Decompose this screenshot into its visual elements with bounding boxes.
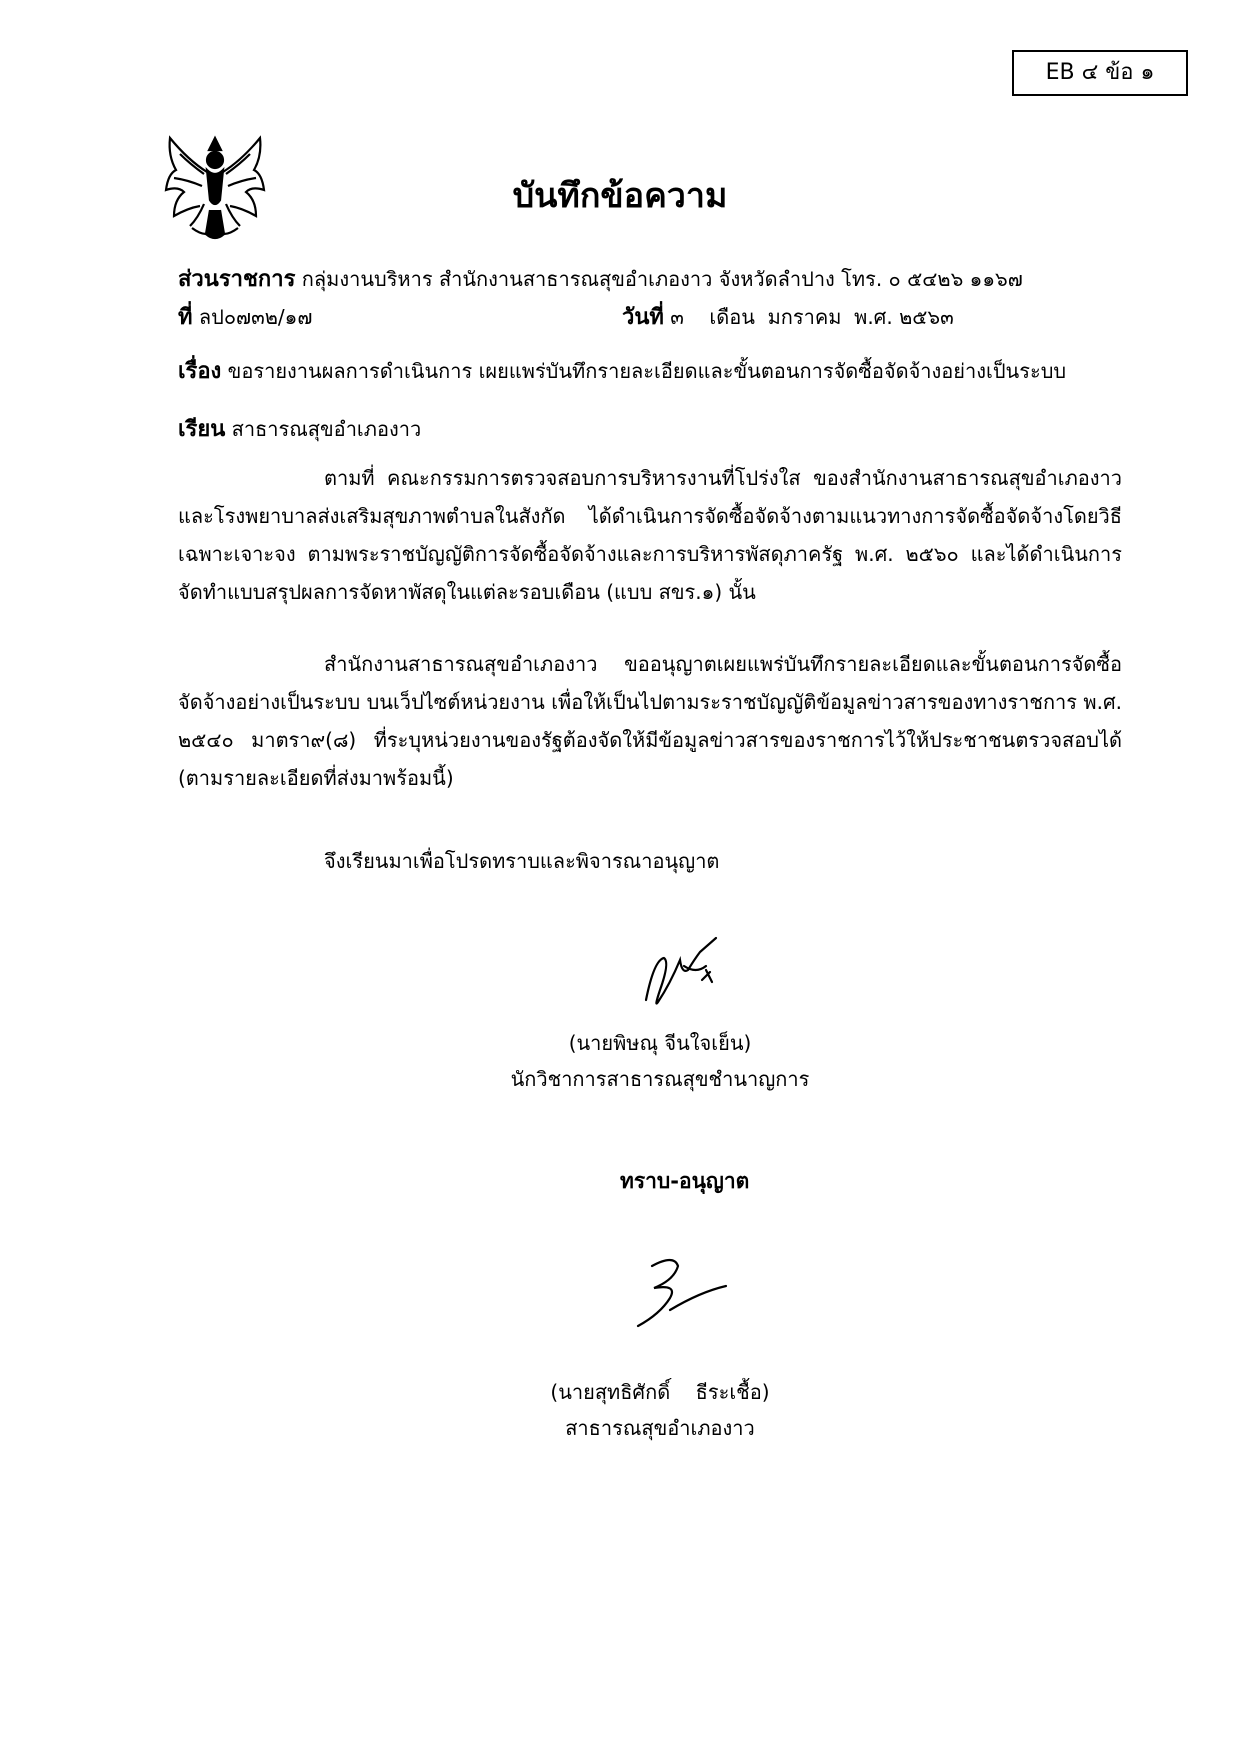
body-paragraph-1 bbox=[178, 459, 1122, 611]
approval-text: ทราบ-อนุญาต bbox=[620, 1169, 750, 1193]
subject-line bbox=[178, 356, 1066, 387]
document-code-box: EB ๔ ข้อ ๑ bbox=[1012, 50, 1188, 96]
date-line bbox=[622, 302, 954, 333]
subject-label: เรื่อง bbox=[178, 359, 222, 384]
signature-1 bbox=[636, 930, 746, 1020]
closing-line: จึงเรียนมาเพื่อโปรดทราบและพิจารณาอนุญาต bbox=[324, 849, 720, 873]
recipient-line bbox=[178, 414, 421, 445]
paragraph-2-text: สำนักงานสาธารณสุขอำเภองาว ขออนุญาตเผยแพร่บันทึกรายละเอียดและขั้นตอนการจัดซื้อจัดจ้างอย่างเป็นระบบ บนเว็ปไซต์หน่วยงาน เพื่อให้เป็นไปตามระราชบัญญัติข้อมูลข่าวสารของทางราชการ พ.ศ. ๒๕๔๐ มาตรา๙(๘) ที่ระบุหน่วยงานของรัฐต้องจัดให้มีข้อมูลข่าวสารของราชการไว้ให้ประชาชนตรวจสอบได้ (ตามรายละเอียดที่ส่งมาพร้อมนี้) bbox=[178, 652, 1122, 790]
date-label: วันที่ bbox=[622, 305, 664, 330]
body-paragraph-2 bbox=[178, 645, 1122, 797]
reference-value: ลป๐๗๓๒/๑๗ bbox=[198, 305, 313, 329]
signatory-2-position: สาธารณสุขอำเภองาว bbox=[565, 1416, 755, 1440]
signature-2 bbox=[630, 1252, 740, 1332]
recipient-label: เรียน bbox=[178, 417, 226, 442]
signatory-1-position: นักวิชาการสาธารณสุขชำนาญการ bbox=[510, 1067, 810, 1091]
date-value: ๓ เดือน มกราคม พ.ศ. ๒๕๖๓ bbox=[670, 305, 954, 329]
agency-value: กลุ่มงานบริหาร สำนักงานสาธารณสุขอำเภองาว จังหวัดลำปาง โทร. ๐ ๕๔๒๖ ๑๑๖๗ bbox=[301, 267, 1023, 291]
agency-label: ส่วนราชการ bbox=[178, 267, 296, 292]
reference-label: ที่ bbox=[178, 305, 193, 330]
agency-line bbox=[178, 264, 1023, 295]
signatory-1-name: (นายพิษณุ จีนใจเย็น) bbox=[568, 1031, 752, 1055]
recipient-value: สาธารณสุขอำเภองาว bbox=[231, 417, 422, 441]
subject-value: ขอรายงานผลการดำเนินการ เผยแพร่บันทึกรายละเอียดและขั้นตอนการจัดซื้อจัดจ้างอย่างเป็นระบบ bbox=[227, 359, 1067, 383]
memo-title: บันทึกข้อความ bbox=[512, 176, 728, 216]
reference-line bbox=[178, 302, 312, 333]
signatory-2-name: (นายสุทธิศักดิ์ ธีระเชื้อ) bbox=[550, 1380, 770, 1404]
paragraph-1-text: ตามที่ คณะกรรมการตรวจสอบการบริหารงานที่โปร่งใส ของสำนักงานสาธารณสุขอำเภองาว และโรงพยาบาลส่งเสริมสุขภาพตำบลในสังกัด ได้ดำเนินการจัดซื้อจัดจ้างตามแนวทางการจัดซื้อจัดจ้างโดยวิธีเฉพาะเจาะจง ตามพระราชบัญญัติการจัดซื้อจัดจ้างและการบริหารพัสดุภาครัฐ พ.ศ. ๒๕๖๐ และได้ดำเนินการจัดทำแบบสรุปผลการจัดหาพัสดุในแต่ละรอบเดือน (แบบ สขร.๑) นั้น bbox=[178, 466, 1122, 604]
